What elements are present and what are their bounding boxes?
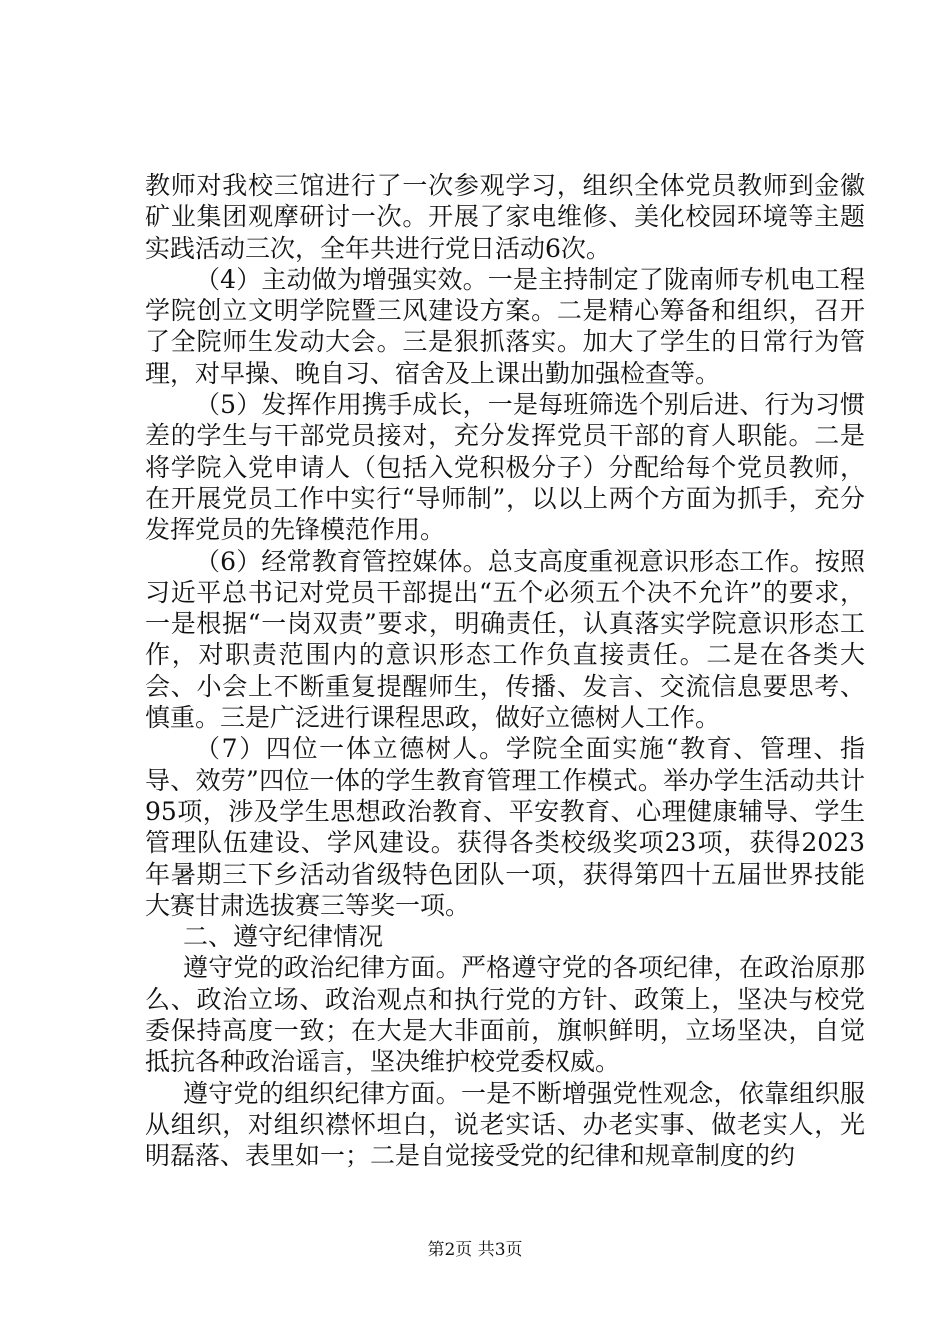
section-heading-discipline: 二、遵守纪律情况	[183, 922, 384, 952]
paragraph-political-discipline: 遵守党的政治纪律方面。严格遵守党的各项纪律，在政治原那么、政治立场、政治观点和执行党的方针、政策上，坚决与校党委保持高度一致；在大是大非面前，旗帜鲜明，立场坚决，自觉抵抗各种政治谣言，坚决维护校党委权威。	[145, 953, 865, 1077]
paragraph-organizational-discipline: 遵守党的组织纪律方面。一是不断增强党性观念，依靠组织服从组织，对组织襟怀坦白，说老实话、办老实事、做老实人，光明磊落、表里如一；二是自觉接受党的纪律和规章制度的约	[145, 1078, 865, 1171]
page-number-label: 第2页 共3页	[427, 1240, 523, 1260]
paragraph-item-5: （5）发挥作用携手成长，一是每班筛选个别后进、行为习惯差的学生与干部党员接对，充分发挥党员干部的育人职能。二是将学院入党申请人（包括入党积极分子）分配给每个党员教师，在开展党员工作中实行“导师制”，以以上两个方面为抓手，充分发挥党员的先锋模范作用。	[145, 390, 865, 545]
page-footer	[0, 1240, 950, 1260]
paragraph-item-6: （6）经常教育管控媒体。总支高度重视意识形态工作。按照习近平总书记对党员干部提出“五个必须五个决不允许”的要求，一是根据“一岗双责”要求，明确责任，认真落实学院意识形态工作，对职责范围内的意识形态工作负直接责任。二是在各类大会、小会上不断重复提醒师生，传播、发言、交流信息要思考、慎重。三是广泛进行课程思政，做好立德树人工作。	[145, 546, 865, 733]
paragraph-continued: 教师对我校三馆进行了一次参观学习，组织全体党员教师到金徽矿业集团观摩研讨一次。开展了家电维修、美化校园环境等主题实践活动三次，全年共进行党日活动6次。	[145, 171, 865, 263]
document-body	[145, 170, 865, 1172]
paragraph-item-4: （4）主动做为增强实效。一是主持制定了陇南师专机电工程学院创立文明学院暨三风建设方案。二是精心筹备和组织，召开了全院师生发动大会。三是狠抓落实。加大了学生的日常行为管理，对早操、晚自习、宿舍及上课出勤加强检查等。	[145, 264, 865, 388]
paragraph-item-7: （7）四位一体立德树人。学院全面实施“教育、管理、指导、效劳”四位一体的学生教育管理工作模式。举办学生活动共计95项，涉及学生思想政治教育、平安教育、心理健康辅导、学生管理队伍建设、学风建设。获得各类校级奖项23项，获得2023年暑期三下乡活动省级特色团队一项，获得第四十五届世界技能大赛甘肃选拔赛三等奖一项。	[145, 734, 865, 920]
